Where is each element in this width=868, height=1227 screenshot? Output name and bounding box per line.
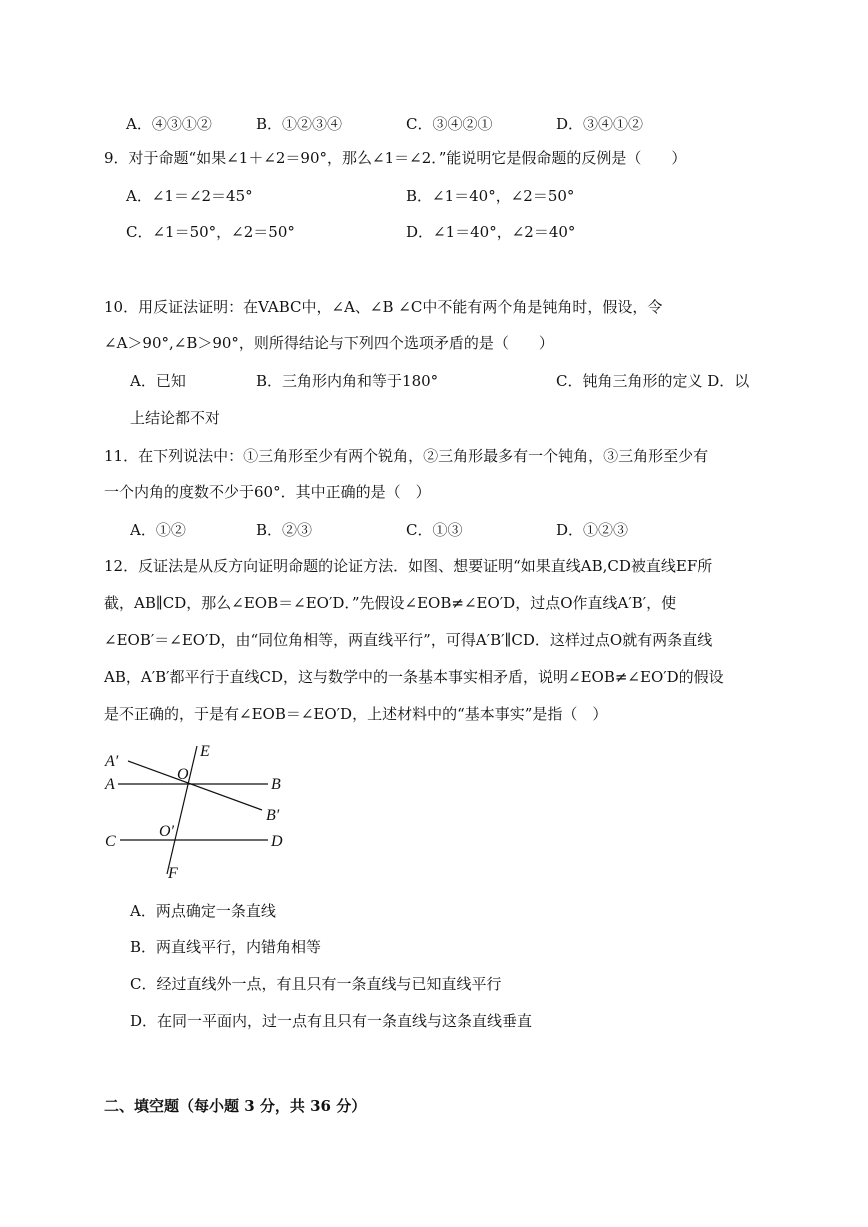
- label-o-prime: O′: [159, 823, 175, 840]
- q12-line-3: ∠EOB′＝∠EO′D，由“同位角相等，两直线平行”，可得A′B′∥CD．这样过点O就有两条直线: [104, 631, 713, 649]
- q11-line-2: 一个内角的度数不少于60°．其中正确的是（ ）: [104, 483, 431, 501]
- q9-option-b: B．∠1＝40°，∠2＝50°: [406, 187, 575, 205]
- q12-option-d: D．在同一平面内，过一点有且只有一条直线与这条直线垂直: [130, 1012, 533, 1030]
- q9-option-d: D．∠1＝40°，∠2＝40°: [406, 223, 576, 241]
- label-b-prime: B′: [266, 807, 280, 824]
- q11-option-c: C．①③: [406, 521, 463, 539]
- q11-option-d: D．①②③: [556, 521, 629, 539]
- q12-line-4: AB，A′B′都平行于直线CD，这与数学中的一条基本事实相矛盾，说明∠EOB≠∠EO′D的假设: [104, 668, 724, 686]
- q8-option-c: C．③④②①: [406, 115, 493, 133]
- line-a-prime-b-prime: [128, 761, 262, 810]
- label-a-prime: A′: [105, 753, 119, 770]
- label-c: C: [105, 833, 116, 850]
- label-o: O: [177, 766, 189, 783]
- label-a: A: [105, 776, 115, 793]
- q12-option-b: B．两直线平行，内错角相等: [130, 938, 322, 956]
- label-f: F: [168, 865, 178, 882]
- q10-option-a: A．已知: [130, 372, 186, 390]
- label-b: B: [271, 776, 281, 793]
- q9-option-c: C．∠1＝50°，∠2＝50°: [126, 223, 295, 241]
- parallel-lines-figure: [100, 738, 300, 883]
- q12-line-1: 12．反证法是从反方向证明命题的论证方法．如图、想要证明“如果直线AB,CD被直线EF所: [104, 557, 713, 575]
- label-d: D: [271, 833, 283, 850]
- label-e: E: [200, 743, 210, 760]
- q12-line-5: 是不正确的，于是有∠EOB＝∠EO′D，上述材料中的“基本事实”是指（ ）: [104, 705, 608, 723]
- q11-line-1: 11．在下列说法中：①三角形至少有两个锐角，②三角形最多有一个钝角，③三角形至少有: [104, 447, 709, 465]
- q8-option-a: A．④③①②: [126, 115, 212, 133]
- q12-line-2: 截，AB∥CD，那么∠EOB＝∠EO′D．”先假设∠EOB≠∠EO′D，过点O作直线A′B′，使: [104, 594, 677, 612]
- q10-line-1: 10．用反证法证明：在VABC中，∠A、∠B ∠C中不能有两个角是钝角时，假设，令: [104, 298, 663, 316]
- q9-option-a: A．∠1＝∠2＝45°: [126, 187, 253, 205]
- section-heading-fill-in: 二、填空题（每小题 3 分，共 36 分）: [104, 1097, 367, 1115]
- q11-option-a: A．①②: [130, 521, 186, 539]
- q10-option-c-continued: 上结论都不对: [130, 409, 221, 427]
- q8-option-b: B．①②③④: [256, 115, 343, 133]
- q12-option-c: C．经过直线外一点，有且只有一条直线与已知直线平行: [130, 975, 502, 993]
- q12-option-a: A．两点确定一条直线: [130, 902, 276, 920]
- q10-option-c: C．钝角三角形的定义 D．以: [556, 372, 750, 390]
- q11-option-b: B．②③: [256, 521, 313, 539]
- q8-option-d: D．③④①②: [556, 115, 644, 133]
- q10-option-b: B．三角形内角和等于180°: [256, 372, 439, 390]
- q10-line-2: ∠A＞90°,∠B＞90°，则所得结论与下列四个选项矛盾的是（ ）: [104, 334, 554, 352]
- q9-stem: 9．对于命题“如果∠1＋∠2＝90°，那么∠1＝∠2．”能说明它是假命题的反例是（ ）: [104, 149, 687, 167]
